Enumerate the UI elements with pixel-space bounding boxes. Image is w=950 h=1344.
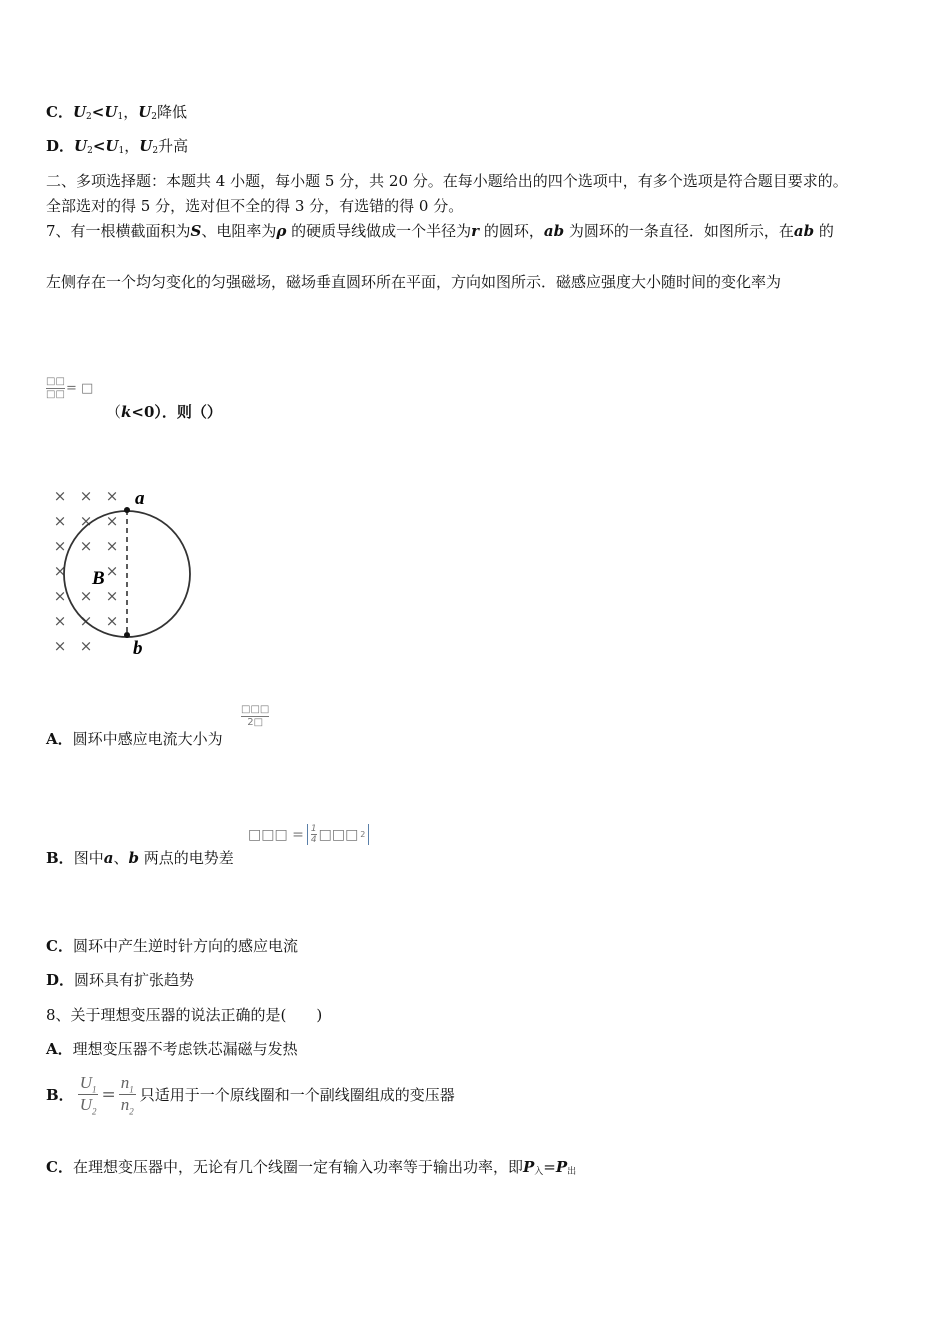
- field-cross: ×: [53, 487, 67, 505]
- field-cross: ×: [79, 637, 93, 655]
- magnetic-field-figure: [46, 484, 206, 664]
- q7-stem-line2: 左侧存在一个均匀变化的匀强磁场，磁场垂直圆环所在平面，方向如图所示．磁感应强度大小随时间的变化率为: [46, 273, 782, 291]
- field-cross: ×: [79, 487, 93, 505]
- field-cross: ×: [105, 612, 119, 630]
- q8-option-a: A．理想变压器不考虑铁芯漏磁与发热: [46, 1040, 298, 1058]
- option-d-prev: D．$U_2<U_1$，$U_2$升高: [46, 137, 189, 156]
- label-b: b: [133, 638, 143, 659]
- point-b: [124, 632, 130, 638]
- q7-option-c: C．圆环中产生逆时针方向的感应电流: [46, 937, 298, 955]
- rate-formula-image: □□ □□: [46, 376, 65, 400]
- label-B: B: [92, 568, 105, 589]
- field-cross: ×: [79, 587, 93, 605]
- field-cross: ×: [105, 512, 119, 530]
- field-cross: ×: [105, 587, 119, 605]
- field-cross: ×: [53, 512, 67, 530]
- point-a: [124, 507, 130, 513]
- field-cross: ×: [53, 587, 67, 605]
- transformer-ratio-formula: $\frac{U_1}{U_2}$: [79, 1073, 97, 1117]
- q7-stem-line1: 7、有一根横截面积为S、电阻率为ρ 的硬质导线做成一个半径为r 的圆环，ab 为圆环的一条直径．如图所示，在ab 的: [46, 222, 834, 240]
- field-cross: ×: [105, 537, 119, 555]
- label-a: a: [135, 488, 145, 509]
- q8-option-c: C．在理想变压器中，无论有几个线圈一定有输入功率等于输出功率，即$P_入=P_出$: [46, 1158, 577, 1177]
- field-cross: ×: [105, 562, 119, 580]
- field-cross: ×: [105, 487, 119, 505]
- option-c-prev: C．$U_2<U_1$，$U_2$降低: [46, 103, 188, 122]
- field-cross: ×: [79, 512, 93, 530]
- q7-condition: （k<0）．则（）: [106, 403, 222, 421]
- section-heading-line2: 全部选对的得 5 分，选对但不全的得 3 分，有选错的得 0 分。: [46, 197, 464, 215]
- field-cross: ×: [53, 637, 67, 655]
- field-cross: ×: [53, 612, 67, 630]
- q7-option-a: A．圆环中感应电流大小为: [46, 730, 223, 748]
- current-formula-image: □□□ 2□: [241, 704, 270, 728]
- potential-formula-image: □□□ = 1 4 □□□ 2: [248, 824, 369, 845]
- rate-formula-eq: = □: [66, 381, 94, 396]
- q7-option-b: B．图中a、b 两点的电势差: [46, 849, 234, 867]
- ring-diagram: [46, 484, 206, 660]
- field-cross: ×: [53, 537, 67, 555]
- q8-stem: 8、关于理想变压器的说法正确的是( ): [46, 1006, 323, 1024]
- field-cross: ×: [53, 562, 67, 580]
- q7-option-d: D．圆环具有扩张趋势: [46, 971, 195, 989]
- section-heading-line1: 二、多项选择题：本题共 4 小题，每小题 5 分，共 20 分。在每小题给出的四个选项中，有多个选项是符合题目要求的。: [46, 172, 848, 190]
- option-label: D．: [46, 137, 75, 155]
- option-label: C．: [46, 103, 73, 121]
- field-cross: ×: [79, 537, 93, 555]
- field-cross: ×: [79, 612, 93, 630]
- q8-option-b: B． $\frac{U_1}{U_2}$ = $\frac{n_1}{n_2}$ 只适用于一个原线圈和一个副线圈组成的变压器: [46, 1073, 455, 1117]
